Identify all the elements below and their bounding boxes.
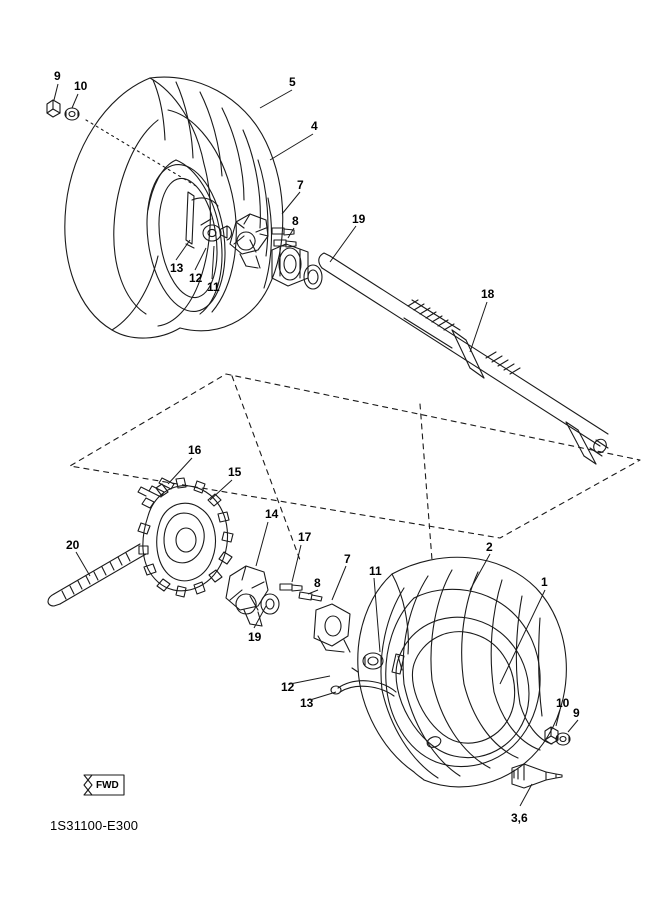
part-code-label: 1S31100-E300 [50, 818, 139, 833]
fwd-label: FWD [96, 780, 119, 791]
callout-8-bottom: 8 [314, 576, 321, 590]
callout-2: 2 [486, 540, 493, 554]
callout-11-bottom: 11 [369, 564, 382, 578]
callout-13-bottom: 13 [300, 696, 314, 710]
callout-14: 14 [265, 507, 279, 521]
callout-12-bottom: 12 [281, 680, 295, 694]
callout-7-bottom: 7 [344, 552, 351, 566]
callout-9-bottom: 9 [573, 706, 580, 720]
callout-5: 5 [289, 75, 296, 89]
callout-1: 1 [541, 575, 548, 589]
callout-15: 15 [228, 465, 242, 479]
callout-19-top: 19 [352, 212, 366, 226]
callout-18: 18 [481, 287, 495, 301]
callout-20: 20 [66, 538, 80, 552]
callout-3-6: 3,6 [511, 811, 528, 825]
callout-12-top: 12 [189, 271, 203, 285]
callout-9-top: 9 [54, 69, 61, 83]
callout-11-top: 11 [207, 280, 220, 294]
callout-13-top: 13 [170, 261, 184, 275]
callout-8-top: 8 [292, 214, 299, 228]
callout-19-bottom: 19 [248, 630, 262, 644]
callout-10-top: 10 [74, 79, 88, 93]
callout-17: 17 [298, 530, 312, 544]
callout-7-top: 7 [297, 178, 304, 192]
callout-4: 4 [311, 119, 318, 133]
callout-10-bottom: 10 [556, 696, 570, 710]
callout-16: 16 [188, 443, 202, 457]
